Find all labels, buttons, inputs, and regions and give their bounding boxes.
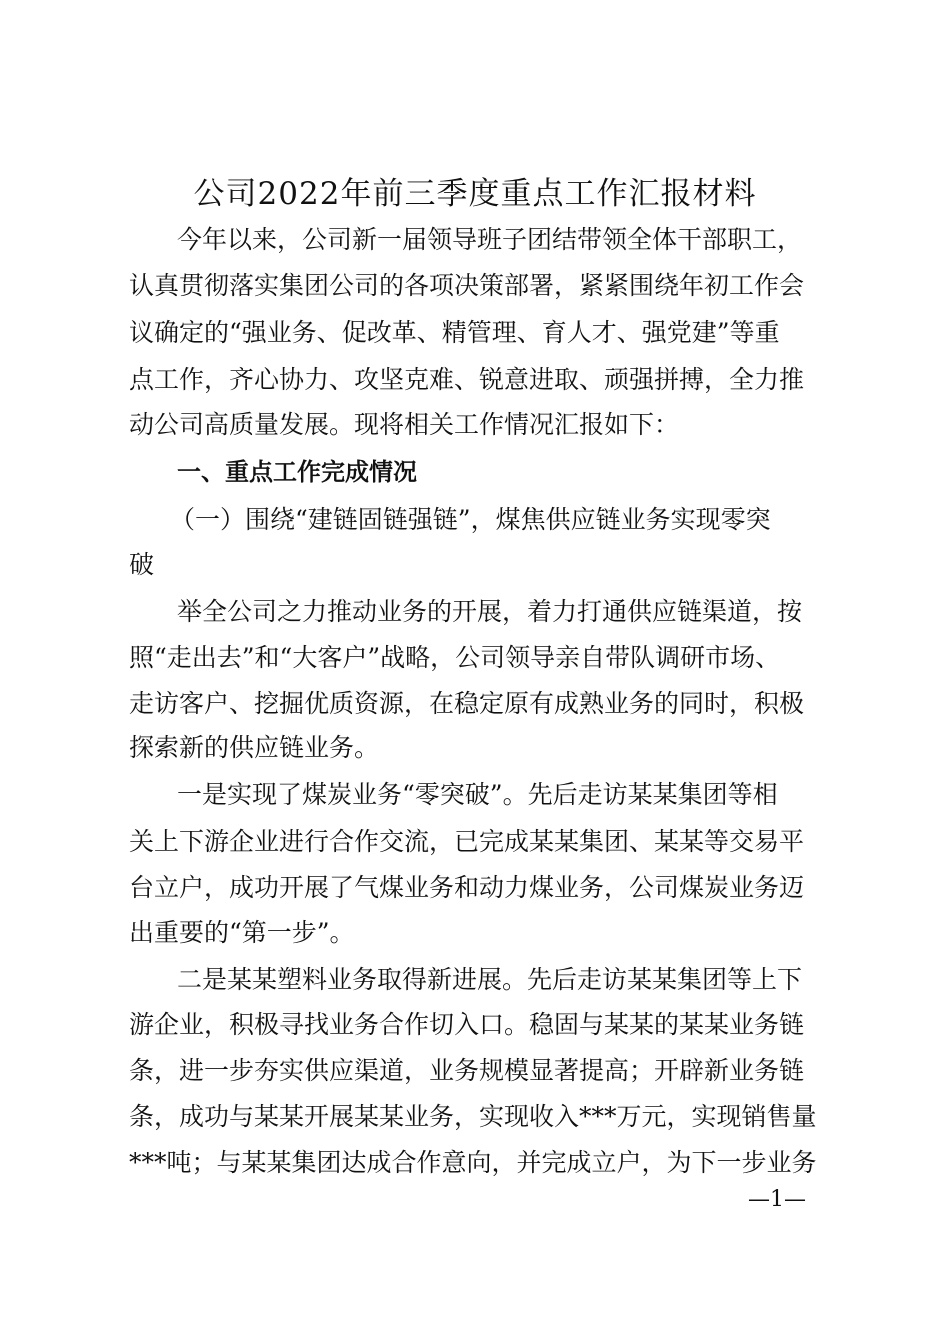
subsection-heading: （一）围绕“建链固链强链”，煤焦供应链业务实现零突: [170, 505, 771, 534]
body-line: 游企业，积极寻找业务合作切入口。稳固与某某的某某业务链: [129, 1010, 805, 1039]
body-line: 二是某某塑料业务取得新进展。先后走访某某集团等上下: [177, 965, 803, 994]
body-line: 关上下游企业进行合作交流，已完成某某集团、某某等交易平: [129, 827, 805, 856]
document-title: 公司2022年前三季度重点工作汇报材料: [193, 176, 757, 212]
page-number: —1—: [748, 1187, 806, 1212]
subsection-heading-cont: 破: [129, 550, 155, 579]
body-line: ***吨；与某某集团达成合作意向，并完成立户，为下一步业务: [129, 1148, 817, 1177]
section-heading: 一、重点工作完成情况: [177, 458, 417, 486]
body-line: 条，进一步夯实供应渠道，业务规模显著提高；开辟新业务链: [129, 1056, 805, 1085]
body-line: 今年以来，公司新一届领导班子团结带领全体干部职工，: [177, 225, 803, 254]
body-line: 照“走出去”和“大客户”战略，公司领导亲自带队调研市场、: [129, 643, 781, 672]
body-line: 认真贯彻落实集团公司的各项决策部署，紧紧围绕年初工作会: [129, 271, 805, 300]
body-line: 点工作，齐心协力、攻坚克难、锐意进取、顽强拼搏，全力推: [129, 365, 805, 394]
body-line: 台立户，成功开展了气煤业务和动力煤业务，公司煤炭业务迈: [129, 873, 805, 902]
body-line: 议确定的“强业务、促改革、精管理、育人才、强党建”等重: [129, 318, 780, 347]
body-line: 举全公司之力推动业务的开展，着力打通供应链渠道，按: [177, 597, 803, 626]
body-line: 探索新的供应链业务。: [129, 733, 380, 762]
body-line: 走访客户、挖掘优质资源，在稳定原有成熟业务的同时，积极: [129, 689, 805, 718]
body-line: 动公司高质量发展。现将相关工作情况汇报如下：: [129, 410, 680, 439]
body-line: 一是实现了煤炭业务“零突破”。先后走访某某集团等相: [177, 780, 778, 809]
body-line: 出重要的“第一步”。: [129, 918, 355, 947]
body-line: 条，成功与某某开展某某业务，实现收入***万元，实现销售量: [129, 1102, 817, 1131]
